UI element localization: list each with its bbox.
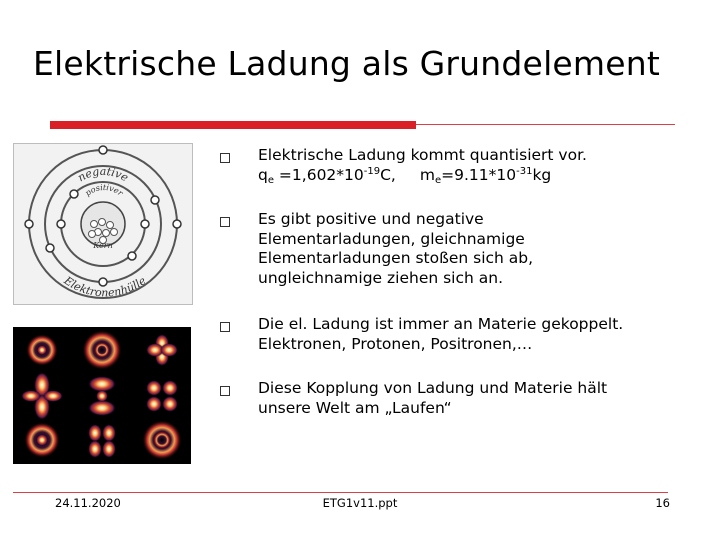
bullet-text: Die el. Ladung ist immer an Materie gekoppelt. xyxy=(258,315,624,333)
mass-subscript: e xyxy=(434,174,442,186)
formula-line xyxy=(258,166,698,186)
charge-symbol: q xyxy=(258,165,268,184)
orbital-4 xyxy=(21,372,63,420)
bullet-text: unsere Welt am „Laufen“ xyxy=(258,398,452,417)
orbital-6 xyxy=(146,380,178,412)
orbital-density-images xyxy=(13,327,191,464)
bullet-item-charge-types xyxy=(218,210,698,288)
orbital-5 xyxy=(88,376,116,416)
footer-divider xyxy=(13,492,668,493)
bullet-text: Es gibt positive und negative xyxy=(258,210,484,228)
charge-exponent: -19 xyxy=(363,165,381,177)
footer-page-number: 16 xyxy=(655,496,670,510)
bullet-item-matter-coupling xyxy=(218,315,698,354)
mass-exponent: -31 xyxy=(516,165,533,177)
title-underline-accent xyxy=(50,121,416,129)
mass-symbol: m xyxy=(419,165,435,184)
hollow-square-icon xyxy=(220,217,230,227)
orbital-3 xyxy=(146,334,178,366)
bullet-item-world xyxy=(218,379,698,418)
bullet-text: ungleichnamige ziehen sich an. xyxy=(258,268,504,287)
charge-subscript: e xyxy=(267,174,274,186)
orbital-grid xyxy=(13,327,191,464)
bullet-text: Elektronen, Protonen, Positronen,… xyxy=(258,334,533,353)
atom-shell-illustration xyxy=(13,143,193,305)
mass-unit: kg xyxy=(532,165,552,184)
label-elektronenhuelle: Elektronenhülle xyxy=(61,273,149,300)
charge-unit: C, xyxy=(380,165,396,184)
slide-title: Elektrische Ladung als Grundelement xyxy=(33,44,661,83)
orbital-8 xyxy=(88,424,116,458)
footer-date: 24.11.2020 xyxy=(55,496,121,510)
atom-shell-drawing xyxy=(14,144,192,304)
bullet-text: Diese Kopplung von Ladung und Materie hält xyxy=(258,379,608,397)
footer-filename: ETG1v11.ppt xyxy=(322,496,398,510)
label-kern: Kern xyxy=(93,241,113,250)
charge-value: =1,602*10 xyxy=(274,165,364,184)
bullet-text: Elementarladungen stoßen sich ab, xyxy=(258,249,534,267)
mass-value: =9.11*10 xyxy=(441,165,517,184)
bullet-item-quantization xyxy=(218,146,698,185)
label-negative: negative xyxy=(75,164,131,185)
bullet-list xyxy=(218,146,698,418)
bullet-text: Elementarladungen, gleichnamige xyxy=(258,229,525,248)
hollow-square-icon xyxy=(220,153,230,163)
hollow-square-icon xyxy=(220,322,230,332)
hollow-square-icon xyxy=(220,386,230,396)
label-positiver: positiver xyxy=(83,182,125,198)
bullet-text: Elektrische Ladung kommt quantisiert vor. xyxy=(258,146,587,164)
